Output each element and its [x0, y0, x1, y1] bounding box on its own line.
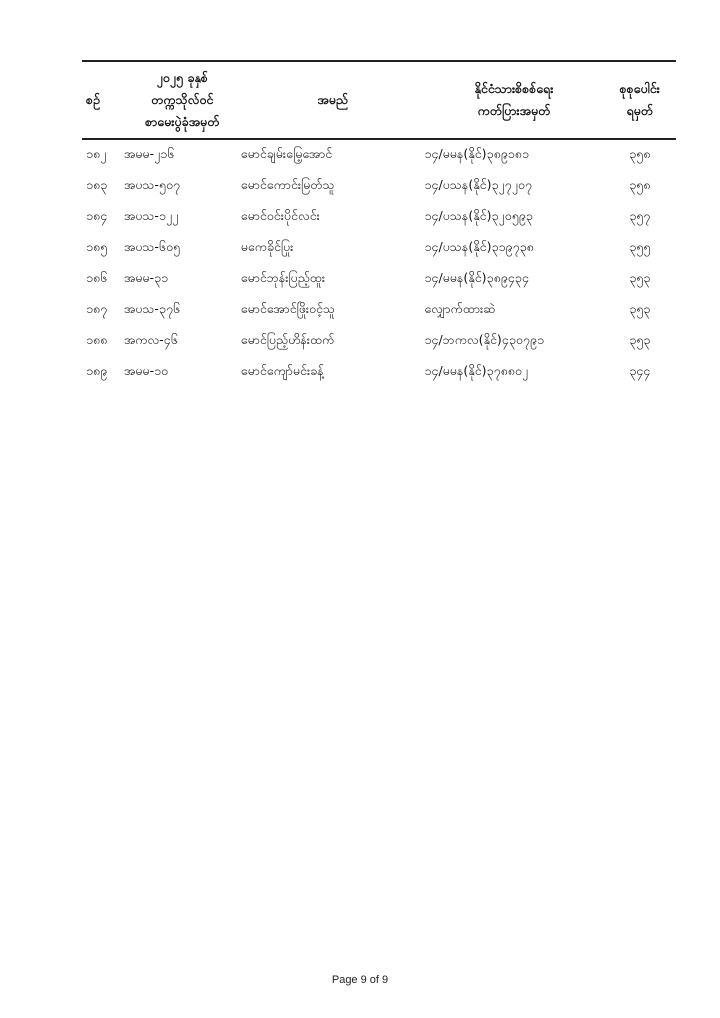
- header-nrc-line: နိုင်ငံသားစိစစ်ရေး: [474, 81, 554, 96]
- header-marks-line: စုစုပေါင်း: [619, 81, 660, 96]
- cell-serial-number: ၁၈၄: [86, 208, 108, 223]
- cell-nrc-number: ၁၄/ပသန(နိုင်)၃၁၉၇၃၈: [424, 239, 534, 254]
- cell-name: မောင်အောင်ဖြိုးဝင့်သူ: [240, 301, 336, 316]
- cell-exam-seat-number: အပသ-၃၇၆: [123, 301, 181, 316]
- cell-nrc-number: ၁၄/မမန(နိုင်)၃၈၉၄၃၄: [424, 270, 529, 285]
- cell-nrc-number: ၁၄/ပသန(နိုင်)၃၂၀၅၉၃: [424, 208, 533, 223]
- table-row: [82, 233, 676, 264]
- cell-total-marks: ၃၅၈: [629, 146, 651, 161]
- cell-name: မောင်ဘုန်းပြည့်ထူး: [240, 270, 326, 285]
- cell-serial-number: ၁၈၂: [86, 146, 107, 161]
- cell-nrc-number: ၁၄/မမန(နိုင်)၃၈၉၁၈၁: [424, 146, 529, 161]
- header-nrc-number: [424, 61, 603, 139]
- cell-exam-seat-number: အကလ-၄၆: [123, 332, 178, 347]
- cell-name: မောင်ဝင်းပိုင်လင်း: [240, 208, 320, 223]
- table-row: [82, 357, 676, 388]
- cell-serial-number: ၁၈၇: [86, 301, 108, 316]
- cell-serial-number: ၁၈၉: [86, 363, 108, 378]
- header-exam-line: တက္ကသိုလ်ဝင်: [151, 92, 214, 107]
- table-header: [82, 61, 676, 139]
- cell-total-marks: ၃၅၅: [629, 239, 651, 254]
- cell-exam-seat-number: အပသ-၆၀၅: [123, 239, 181, 254]
- cell-total-marks: ၃၅၇: [629, 208, 651, 223]
- cell-serial-number: ၁၈၆: [86, 270, 108, 285]
- table-row: [82, 295, 676, 326]
- table-row: [82, 171, 676, 202]
- cell-nrc-number: ၁၄/မမန(နိုင်)၃၇၈၈၀၂: [424, 363, 529, 378]
- header-marks-line: ရမှတ်: [626, 103, 653, 118]
- cell-serial-number: ၁၈၈: [86, 332, 108, 347]
- cell-exam-seat-number: အမမ-၂၁၆: [123, 146, 175, 161]
- cell-serial-number: ၁၈၃: [86, 177, 108, 192]
- cell-name: မောင်ကျော်မင်းခန့်: [240, 363, 324, 378]
- cell-total-marks: ၃၅၈: [629, 177, 651, 192]
- header-row: [82, 61, 676, 139]
- header-name: အမည်: [317, 92, 348, 107]
- header-nrc-line: ကတ်ပြားအမှတ်: [477, 103, 551, 118]
- table-row: [82, 202, 676, 233]
- cell-serial-number: ၁၈၅: [86, 239, 108, 254]
- header-serial-number: စဉ်: [86, 92, 100, 107]
- cell-total-marks: ၃၅၃: [629, 301, 651, 316]
- cell-nrc-number: ၁၄/ပသန(နိုင်)၃၂၇၂၀၇: [424, 177, 532, 192]
- cell-nrc-number: ၁၄/ဘကလ(နိုင်)၄၃၀၇၉၁: [424, 332, 544, 347]
- header-exam-seat-number: [124, 61, 241, 139]
- table-row: [82, 139, 676, 171]
- table-row: [82, 264, 676, 295]
- page-number-footer: Page 9 of 9: [331, 974, 389, 986]
- cell-exam-seat-number: အပသ-၅၀၇: [123, 177, 181, 192]
- cell-nrc-number: လျှောက်ထားဆဲ: [424, 301, 496, 316]
- cell-total-marks: ၃၅၃: [629, 270, 651, 285]
- table-row: [82, 326, 676, 357]
- cell-exam-seat-number: အပသ-၁၂၂: [123, 208, 179, 223]
- cell-name: မောင်ချမ်းမြေ့အောင်: [240, 146, 333, 161]
- cell-total-marks: ၃၅၃: [629, 332, 651, 347]
- table-body: [82, 139, 676, 388]
- cell-name: မကေခိုင်ပြုး: [240, 239, 294, 254]
- cell-total-marks: ၃၄၄: [629, 363, 651, 378]
- cell-name: မောင်ကောင်းမြတ်သူ: [240, 177, 335, 192]
- header-total-marks: [603, 61, 676, 139]
- results-table: [82, 60, 676, 388]
- cell-exam-seat-number: အမမ-၁၀: [123, 363, 169, 378]
- header-exam-line: ၂၀၂၅ ခုနှစ်: [156, 70, 208, 85]
- cell-exam-seat-number: အမမ-၃၁: [123, 270, 169, 285]
- header-exam-line: စာမေးပွဲခုံအမှတ်: [145, 114, 220, 129]
- cell-name: မောင်ပြည့်ဟိန်းထက်: [240, 332, 335, 347]
